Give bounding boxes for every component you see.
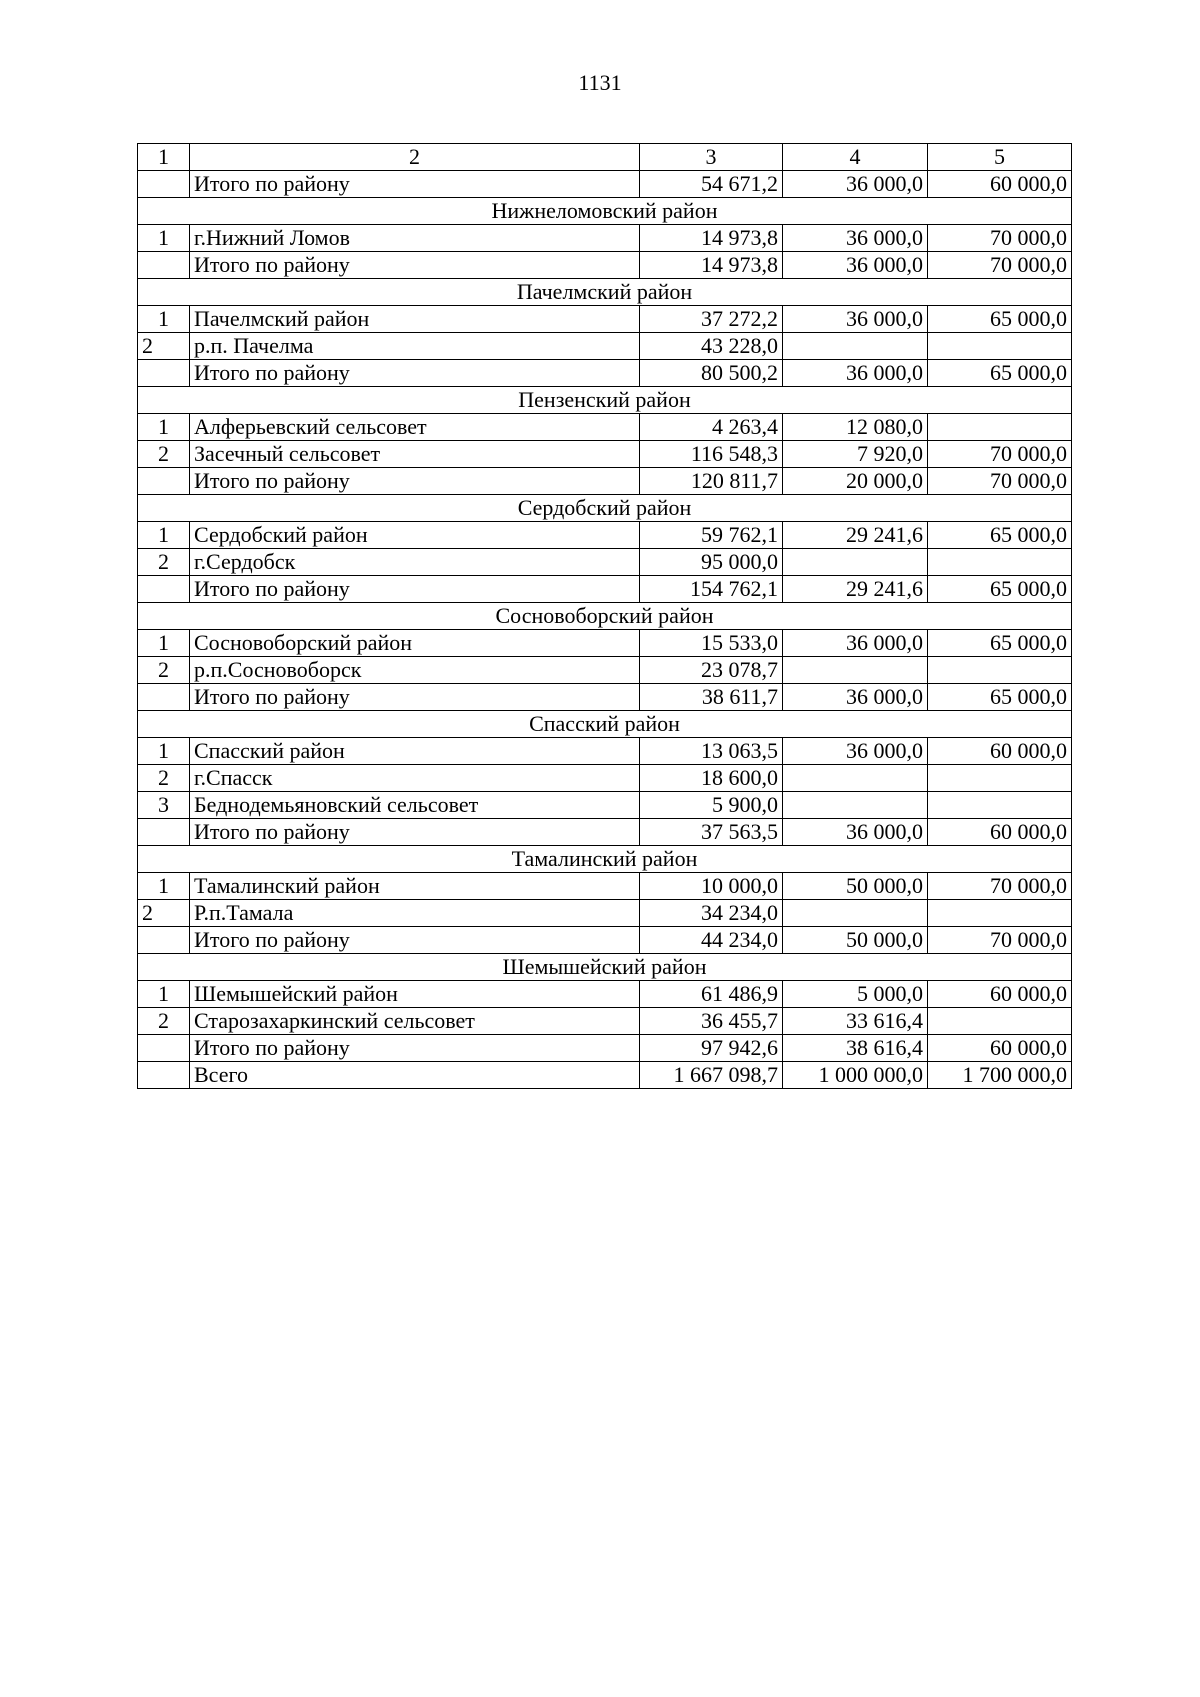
district-section-row xyxy=(138,387,1072,414)
row-value-col-4: 36 000,0 xyxy=(783,306,928,333)
row-name: Итого по району xyxy=(190,684,640,711)
row-value-col-4: 36 000,0 xyxy=(783,360,928,387)
district-section-row xyxy=(138,846,1072,873)
district-title: Пензенский район xyxy=(138,387,1072,414)
row-name: Итого по району xyxy=(190,171,640,198)
table-row xyxy=(138,630,1072,657)
row-value-col-4: 1 000 000,0 xyxy=(783,1062,928,1089)
row-value-col-3: 61 486,9 xyxy=(640,981,783,1008)
district-title: Шемышейский район xyxy=(138,954,1072,981)
row-name: Сосновоборский район xyxy=(190,630,640,657)
row-value-col-5 xyxy=(928,1008,1072,1035)
row-number: 2 xyxy=(138,333,190,360)
row-name: Спасский район xyxy=(190,738,640,765)
table-row xyxy=(138,981,1072,1008)
table-row xyxy=(138,333,1072,360)
table-row xyxy=(138,576,1072,603)
row-name: Итого по району xyxy=(190,360,640,387)
row-value-col-4: 36 000,0 xyxy=(783,630,928,657)
row-value-col-3: 23 078,7 xyxy=(640,657,783,684)
row-value-col-5: 65 000,0 xyxy=(928,684,1072,711)
table-row xyxy=(138,738,1072,765)
row-value-col-4: 36 000,0 xyxy=(783,171,928,198)
district-section-row xyxy=(138,279,1072,306)
header-col-5: 5 xyxy=(928,144,1072,171)
page-number: 1131 xyxy=(578,70,622,95)
district-title: Нижнеломовский район xyxy=(138,198,1072,225)
header-col-4: 4 xyxy=(783,144,928,171)
table-row xyxy=(138,684,1072,711)
district-title: Сосновоборский район xyxy=(138,603,1072,630)
row-number: 2 xyxy=(138,1008,190,1035)
row-name: Пачелмский район xyxy=(190,306,640,333)
row-name: Шемышейский район xyxy=(190,981,640,1008)
row-name: Итого по району xyxy=(190,1035,640,1062)
row-value-col-4: 7 920,0 xyxy=(783,441,928,468)
row-name: Старозахаркинский сельсовет xyxy=(190,1008,640,1035)
table-row xyxy=(138,171,1072,198)
row-number: 1 xyxy=(138,225,190,252)
row-value-col-4 xyxy=(783,900,928,927)
row-value-col-3: 59 762,1 xyxy=(640,522,783,549)
row-name: Засечный сельсовет xyxy=(190,441,640,468)
header-col-3: 3 xyxy=(640,144,783,171)
row-number: 2 xyxy=(138,549,190,576)
district-section-row xyxy=(138,603,1072,630)
row-value-col-4: 38 616,4 xyxy=(783,1035,928,1062)
row-value-col-4: 5 000,0 xyxy=(783,981,928,1008)
row-number: 1 xyxy=(138,630,190,657)
row-value-col-3: 37 563,5 xyxy=(640,819,783,846)
row-number xyxy=(138,468,190,495)
row-value-col-5: 70 000,0 xyxy=(928,252,1072,279)
header-col-1: 1 xyxy=(138,144,190,171)
row-value-col-4 xyxy=(783,657,928,684)
row-name: Р.п.Тамала xyxy=(190,900,640,927)
row-name: р.п.Сосновоборск xyxy=(190,657,640,684)
row-value-col-4: 29 241,6 xyxy=(783,522,928,549)
row-number xyxy=(138,171,190,198)
row-name: Итого по району xyxy=(190,819,640,846)
row-value-col-4: 50 000,0 xyxy=(783,927,928,954)
table-row xyxy=(138,549,1072,576)
row-name: Беднодемьяновский сельсовет xyxy=(190,792,640,819)
row-value-col-4 xyxy=(783,792,928,819)
row-name: Всего xyxy=(190,1062,640,1089)
row-value-col-3: 14 973,8 xyxy=(640,225,783,252)
row-name: г.Спасск xyxy=(190,765,640,792)
table-row xyxy=(138,441,1072,468)
header-col-2: 2 xyxy=(190,144,640,171)
district-title: Пачелмский район xyxy=(138,279,1072,306)
row-number xyxy=(138,576,190,603)
row-value-col-3: 120 811,7 xyxy=(640,468,783,495)
row-value-col-5: 65 000,0 xyxy=(928,360,1072,387)
row-value-col-4 xyxy=(783,333,928,360)
row-value-col-3: 14 973,8 xyxy=(640,252,783,279)
row-value-col-5: 70 000,0 xyxy=(928,468,1072,495)
row-value-col-4: 33 616,4 xyxy=(783,1008,928,1035)
row-value-col-3: 154 762,1 xyxy=(640,576,783,603)
row-value-col-3: 43 228,0 xyxy=(640,333,783,360)
budget-table xyxy=(137,143,1072,1089)
row-value-col-5: 65 000,0 xyxy=(928,630,1072,657)
district-title: Сердобский район xyxy=(138,495,1072,522)
row-value-col-3: 44 234,0 xyxy=(640,927,783,954)
row-number: 1 xyxy=(138,873,190,900)
row-value-col-5: 70 000,0 xyxy=(928,225,1072,252)
table-row xyxy=(138,657,1072,684)
row-number: 1 xyxy=(138,981,190,1008)
district-section-row xyxy=(138,954,1072,981)
table-row xyxy=(138,252,1072,279)
row-value-col-3: 97 942,6 xyxy=(640,1035,783,1062)
table-row xyxy=(138,873,1072,900)
row-name: Сердобский район xyxy=(190,522,640,549)
table-row xyxy=(138,306,1072,333)
row-value-col-5 xyxy=(928,792,1072,819)
row-value-col-3: 37 272,2 xyxy=(640,306,783,333)
row-value-col-3: 34 234,0 xyxy=(640,900,783,927)
table-row xyxy=(138,468,1072,495)
row-value-col-5: 65 000,0 xyxy=(928,306,1072,333)
table-row xyxy=(138,1008,1072,1035)
row-number xyxy=(138,819,190,846)
district-title: Тамалинский район xyxy=(138,846,1072,873)
table-body xyxy=(138,144,1072,1089)
row-name: г.Нижний Ломов xyxy=(190,225,640,252)
table-row xyxy=(138,360,1072,387)
table-row xyxy=(138,765,1072,792)
row-value-col-5: 70 000,0 xyxy=(928,927,1072,954)
row-number: 1 xyxy=(138,738,190,765)
row-number xyxy=(138,1035,190,1062)
row-value-col-3: 95 000,0 xyxy=(640,549,783,576)
row-value-col-4 xyxy=(783,765,928,792)
row-value-col-4: 20 000,0 xyxy=(783,468,928,495)
row-value-col-4 xyxy=(783,549,928,576)
row-name: Итого по району xyxy=(190,468,640,495)
row-name: г.Сердобск xyxy=(190,549,640,576)
row-value-col-5: 60 000,0 xyxy=(928,1035,1072,1062)
row-value-col-5: 60 000,0 xyxy=(928,981,1072,1008)
table-row xyxy=(138,225,1072,252)
row-value-col-3: 80 500,2 xyxy=(640,360,783,387)
row-value-col-3: 10 000,0 xyxy=(640,873,783,900)
row-value-col-4: 36 000,0 xyxy=(783,252,928,279)
row-value-col-3: 4 263,4 xyxy=(640,414,783,441)
row-value-col-4: 36 000,0 xyxy=(783,684,928,711)
row-value-col-5 xyxy=(928,765,1072,792)
row-value-col-3: 116 548,3 xyxy=(640,441,783,468)
row-value-col-4: 36 000,0 xyxy=(783,738,928,765)
row-number: 2 xyxy=(138,900,190,927)
row-value-col-5: 65 000,0 xyxy=(928,576,1072,603)
row-value-col-5 xyxy=(928,900,1072,927)
row-value-col-5 xyxy=(928,549,1072,576)
row-name: Алферьевский сельсовет xyxy=(190,414,640,441)
column-number-header-row xyxy=(138,144,1072,171)
row-number: 2 xyxy=(138,441,190,468)
row-number xyxy=(138,360,190,387)
row-value-col-5: 60 000,0 xyxy=(928,171,1072,198)
row-value-col-3: 18 600,0 xyxy=(640,765,783,792)
row-number: 1 xyxy=(138,522,190,549)
row-name: р.п. Пачелма xyxy=(190,333,640,360)
row-value-col-5 xyxy=(928,414,1072,441)
row-value-col-3: 38 611,7 xyxy=(640,684,783,711)
row-value-col-5 xyxy=(928,657,1072,684)
row-value-col-5: 70 000,0 xyxy=(928,441,1072,468)
table-row xyxy=(138,1062,1072,1089)
row-value-col-5: 60 000,0 xyxy=(928,738,1072,765)
row-value-col-5: 65 000,0 xyxy=(928,522,1072,549)
row-value-col-4: 36 000,0 xyxy=(783,819,928,846)
row-value-col-5: 70 000,0 xyxy=(928,873,1072,900)
row-value-col-3: 5 900,0 xyxy=(640,792,783,819)
district-section-row xyxy=(138,495,1072,522)
row-value-col-4: 29 241,6 xyxy=(783,576,928,603)
row-value-col-3: 36 455,7 xyxy=(640,1008,783,1035)
row-value-col-5: 60 000,0 xyxy=(928,819,1072,846)
table-row xyxy=(138,927,1072,954)
district-section-row xyxy=(138,711,1072,738)
table-row xyxy=(138,819,1072,846)
row-value-col-4: 36 000,0 xyxy=(783,225,928,252)
row-value-col-3: 1 667 098,7 xyxy=(640,1062,783,1089)
row-number xyxy=(138,927,190,954)
row-name: Итого по району xyxy=(190,252,640,279)
table-row xyxy=(138,414,1072,441)
row-name: Итого по району xyxy=(190,927,640,954)
row-number: 1 xyxy=(138,414,190,441)
row-name: Итого по району xyxy=(190,576,640,603)
row-value-col-5 xyxy=(928,333,1072,360)
row-value-col-4: 50 000,0 xyxy=(783,873,928,900)
table-row xyxy=(138,792,1072,819)
row-value-col-5: 1 700 000,0 xyxy=(928,1062,1072,1089)
row-number xyxy=(138,1062,190,1089)
row-number xyxy=(138,684,190,711)
row-number: 2 xyxy=(138,765,190,792)
row-value-col-3: 54 671,2 xyxy=(640,171,783,198)
row-value-col-3: 15 533,0 xyxy=(640,630,783,657)
row-number: 1 xyxy=(138,306,190,333)
row-number xyxy=(138,252,190,279)
table-row xyxy=(138,522,1072,549)
row-value-col-3: 13 063,5 xyxy=(640,738,783,765)
district-title: Спасский район xyxy=(138,711,1072,738)
row-number: 2 xyxy=(138,657,190,684)
row-value-col-4: 12 080,0 xyxy=(783,414,928,441)
table-row xyxy=(138,900,1072,927)
table-row xyxy=(138,1035,1072,1062)
district-section-row xyxy=(138,198,1072,225)
row-name: Тамалинский район xyxy=(190,873,640,900)
row-number: 3 xyxy=(138,792,190,819)
